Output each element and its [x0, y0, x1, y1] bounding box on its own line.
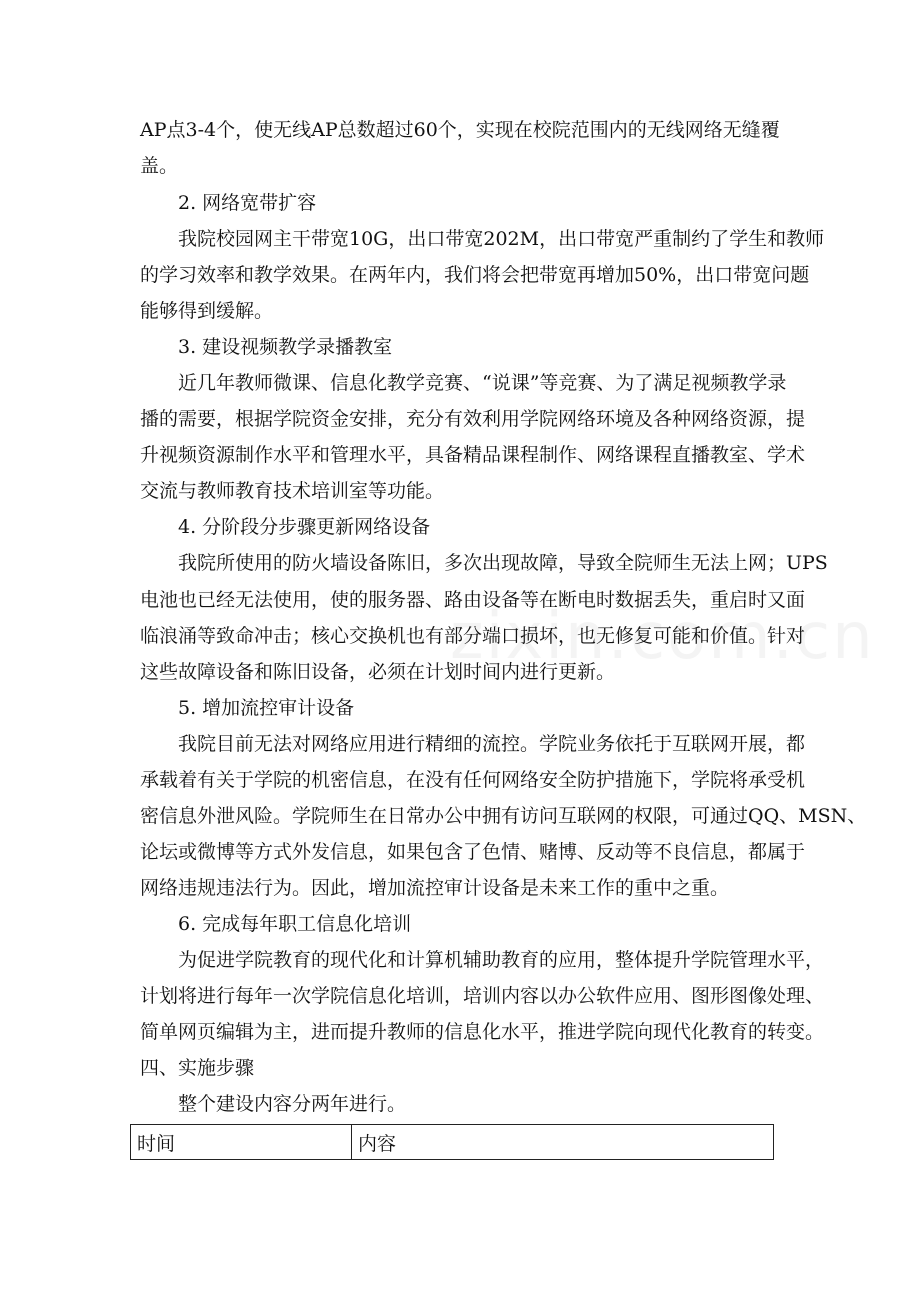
body-line: 整个建设内容分两年进行。 — [178, 1093, 407, 1115]
body-line: 密信息外泄风险。学院师生在日常办公中拥有访问互联网的权限，可通过QQ、MSN、 — [140, 805, 867, 827]
subheading: 6. 完成每年职工信息化培训 — [178, 913, 412, 935]
body-line: 承载着有关于学院的机密信息，在没有任何网络安全防护措施下，学院将承受机 — [140, 769, 806, 791]
body-line: 我院所使用的防火墙设备陈旧，多次出现故障，导致全院师生无法上网；UPS — [178, 552, 828, 574]
subheading: 4. 分阶段分步骤更新网络设备 — [178, 516, 431, 538]
section-heading: 四、实施步骤 — [140, 1057, 255, 1079]
body-line: 的学习效率和教学效果。在两年内，我们将会把带宽再增加50%，出口带宽问题 — [140, 264, 810, 286]
table-header-row — [131, 1125, 774, 1160]
subheading: 2. 网络宽带扩容 — [178, 192, 317, 214]
body-line: 盖。 — [140, 155, 179, 177]
subheading: 5. 增加流控审计设备 — [178, 697, 355, 719]
body-line: 近几年教师微课、信息化教学竞赛、“说课”等竞赛、为了满足视频教学录 — [178, 372, 787, 394]
body-line: 能够得到缓解。 — [140, 300, 274, 322]
body-line: 我院校园网主干带宽10G，出口带宽202M，出口带宽严重制约了学生和教师 — [178, 228, 825, 250]
body-line: 为促进学院教育的现代化和计算机辅助教育的应用，整体提升学院管理水平， — [178, 949, 825, 971]
schedule-table — [130, 1124, 774, 1160]
table-header-content: 内容 — [352, 1125, 774, 1160]
body-line: AP点3-4个，使无线AP总数超过60个，实现在校院范围内的无线网络无缝覆 — [140, 119, 780, 141]
body-line: 播的需要，根据学院资金安排，充分有效利用学院网络环境及各种网络资源，提 — [140, 408, 806, 430]
body-line: 电池也已经无法使用，使的服务器、路由设备等在断电时数据丢失，重启时又面 — [140, 589, 806, 611]
body-line: 简单网页编辑为主，进而提升教师的信息化水平，推进学院向现代化教育的转变。 — [140, 1021, 825, 1043]
body-line: 我院目前无法对网络应用进行精细的流控。学院业务依托于互联网开展，都 — [178, 733, 806, 755]
body-line: 这些故障设备和陈旧设备，必须在计划时间内进行更新。 — [140, 661, 616, 683]
body-line: 论坛或微博等方式外发信息，如果包含了色情、赌博、反动等不良信息，都属于 — [140, 841, 806, 863]
subheading: 3. 建设视频教学录播教室 — [178, 336, 393, 358]
body-line: 临浪涌等致命冲击；核心交换机也有部分端口损坏，也无修复可能和价值。针对 — [140, 625, 806, 647]
body-line: 计划将进行每年一次学院信息化培训，培训内容以办公软件应用、图形图像处理、 — [140, 985, 825, 1007]
body-line: 交流与教师教育技术培训室等功能。 — [140, 480, 445, 502]
table-header-time: 时间 — [131, 1125, 352, 1160]
body-line: 升视频资源制作水平和管理水平，具备精品课程制作、网络课程直播教室、学术 — [140, 444, 806, 466]
body-line: 网络违规违法行为。因此，增加流控审计设备是未来工作的重中之重。 — [140, 877, 730, 899]
